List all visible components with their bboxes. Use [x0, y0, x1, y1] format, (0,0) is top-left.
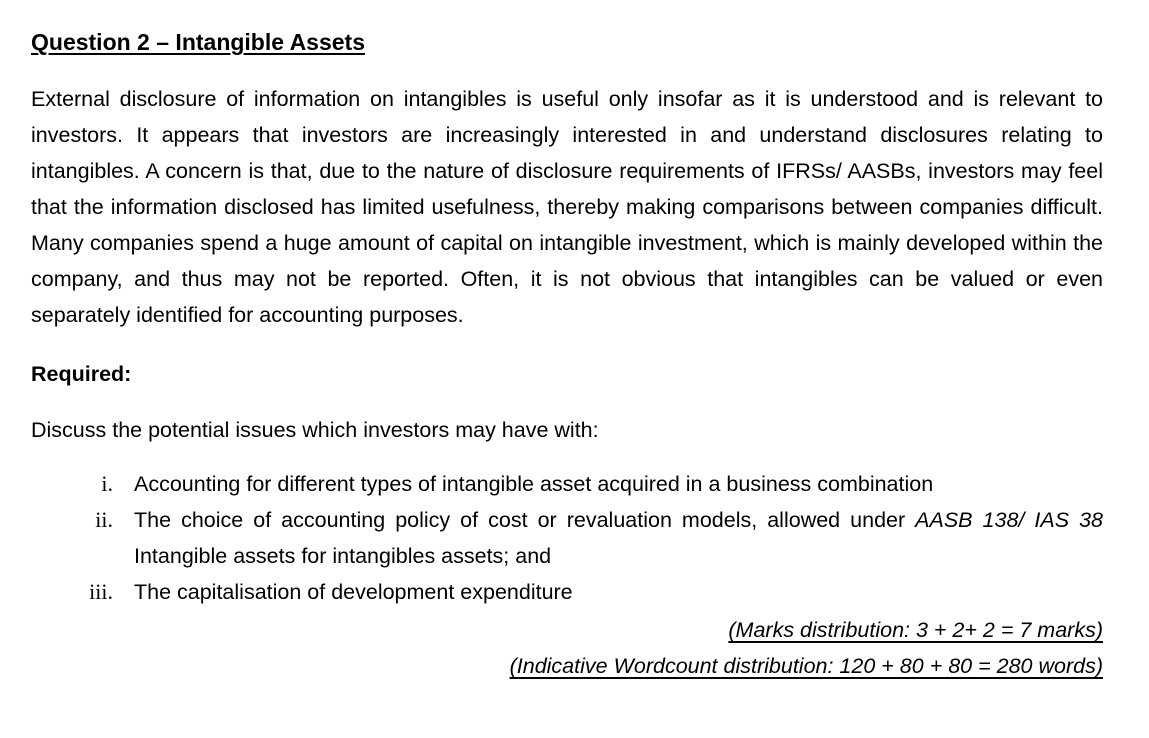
list-text-segment: Intangible assets for intangibles assets; and [134, 544, 552, 568]
list-item [31, 502, 1103, 574]
list-item [31, 466, 1103, 502]
list-item-text [134, 466, 1103, 502]
list-marker: i. [101, 471, 113, 496]
wordcount-distribution-text: (Indicative Wordcount distribution: 120 + 80 + 80 = 280 words) [509, 654, 1103, 678]
list-item-text [134, 502, 1103, 574]
intro-paragraph: External disclosure of information on intangibles is useful only insofar as it is understood and is relevant to investors. It appears that investors are increasingly interested in and understand disclosures relating to intangibles. A concern is that, due to the nature of disclosure requirements of IFRSs/ AASBs, investors may feel that the information disclosed has limited usefulness, thereby making comparisons between companies difficult. Many companies spend a huge amount of capital on intangible investment, which is mainly developed within the company, and thus may not be reported. Often, it is not obvious that intangibles can be valued or even separately identified for accounting purposes. [31, 87, 1103, 327]
list-marker: iii. [89, 579, 113, 604]
list-item-text [134, 574, 1103, 610]
list-text-segment: The capitalisation of development expenditure [134, 580, 573, 604]
required-heading: Required: [31, 362, 132, 386]
list-text-segment: The choice of accounting policy of cost or revaluation models, allowed under [134, 508, 916, 532]
list-text-italic-segment: AASB 138/ IAS 38 [915, 508, 1103, 532]
list-marker: ii. [95, 507, 113, 532]
marks-distribution-line [31, 612, 1103, 648]
wordcount-distribution-line [31, 648, 1103, 684]
task-instruction: Discuss the potential issues which investors may have with: [31, 418, 599, 442]
list-text-segment: Accounting for different types of intangible asset acquired in a business combination [134, 472, 934, 496]
marks-distribution-text: (Marks distribution: 3 + 2+ 2 = 7 marks) [728, 618, 1103, 642]
question-title: Question 2 – Intangible Assets [31, 29, 366, 55]
list-item [31, 574, 1103, 610]
requirements-list [31, 466, 1103, 610]
marks-distribution-block [31, 612, 1103, 684]
